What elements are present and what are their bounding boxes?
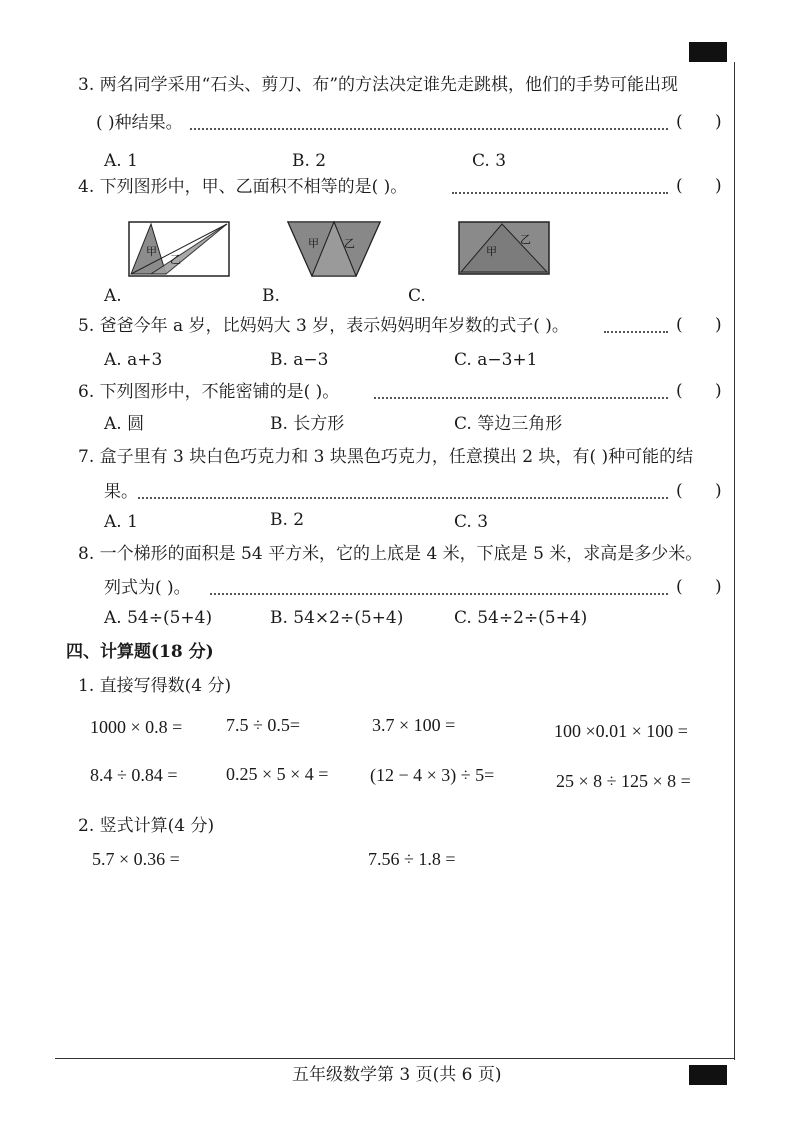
q6-dots [374,397,668,399]
q8-line1: 8. 一个梯形的面积是 54 平方米，它的上底是 4 米，下底是 5 米，求高是多少米。 [78,544,703,564]
corner-mark-bottom [689,1065,727,1085]
section4-title: 四、计算题(18 分) [66,642,214,662]
q4-line1: 4. 下列图形中，甲、乙面积不相等的是( )。 [78,177,408,197]
q5-dots [604,331,668,333]
calc-r1c1: 1000 × 0.8 = [90,717,183,737]
q4-b-label-jia: 甲 [308,237,319,250]
q3-answer-paren: ( ) [676,112,722,132]
q5-answer-paren: ( ) [676,315,722,335]
q7-answer-paren: ( ) [676,481,722,501]
footer-page-label: 五年级数学第 3 页(共 6 页) [292,1065,502,1085]
q7-option-a: A. 1 [104,512,138,532]
calc-r1c3: 3.7 × 100 = [372,715,456,735]
corner-mark-top [689,42,727,62]
q3-option-b: B. 2 [292,151,327,171]
q6-answer-paren: ( ) [676,381,722,401]
q6-option-c: C. 等边三角形 [454,414,563,434]
calc-r1c2: 7.5 ÷ 0.5= [226,715,301,735]
q4-figure-c [458,221,550,275]
q4-figure-a [128,221,230,277]
q7-line2: 果。 [104,482,138,502]
q8-answer-paren: ( ) [676,577,722,597]
q8-option-b: B. 54×2÷(5+4) [270,608,404,628]
q4-option-b: B. [262,286,280,306]
calc-r2c3: (12 − 4 × 3) ÷ 5= [370,765,495,785]
q4-a-label-yi: 乙 [170,253,181,266]
q8-dots [210,593,668,595]
q6-option-b: B. 长方形 [270,414,345,434]
bottom-border-line [55,1058,735,1059]
part1-title: 1. 直接写得数(4 分) [78,676,232,696]
q3-dots [190,128,668,130]
q7-line1: 7. 盒子里有 3 块白色巧克力和 3 块黑色巧克力，任意摸出 2 块，有( )种可能的结 [78,447,694,467]
q7-dots [138,497,668,499]
part2-title: 2. 竖式计算(4 分) [78,816,215,836]
q5-option-a: A. a+3 [104,350,163,370]
q4-dots [452,192,668,194]
q5-line1: 5. 爸爸今年 a 岁，比妈妈大 3 岁，表示妈妈明年岁数的式子( )。 [78,316,569,336]
q5-option-c: C. a−3+1 [454,350,538,370]
q4-option-a: A. [104,286,122,306]
q7-option-b: B. 2 [270,510,305,530]
q8-line2: 列式为( )。 [104,578,191,598]
q4-figure-b [286,219,382,279]
calc-r2c2: 0.25 × 5 × 4 = [226,764,329,784]
vertical-calc-1: 5.7 × 0.36 = [92,849,180,869]
calc-r2c1: 8.4 ÷ 0.84 = [90,765,178,785]
q3-option-a: A. 1 [104,151,138,171]
q3-option-c: C. 3 [472,151,507,171]
q6-option-a: A. 圆 [104,414,145,434]
q4-c-label-jia: 甲 [486,245,497,258]
q5-option-b: B. a−3 [270,350,329,370]
right-border-line [734,62,735,1060]
vertical-calc-2: 7.56 ÷ 1.8 = [368,849,456,869]
q4-c-label-yi: 乙 [520,233,531,246]
q3-line1: 3. 两名同学采用“石头、剪刀、布”的方法决定谁先走跳棋，他们的手势可能出现 [78,75,679,95]
calc-r2c4: 25 × 8 ÷ 125 × 8 = [556,771,691,791]
q4-option-c: C. [408,286,426,306]
q8-option-a: A. 54÷(5+4) [104,608,213,628]
q4-a-label-jia: 甲 [146,245,157,258]
q4-b-label-yi: 乙 [344,237,355,250]
q3-line2: ( )种结果。 [96,113,183,133]
q7-option-c: C. 3 [454,512,489,532]
q8-option-c: C. 54÷2÷(5+4) [454,608,588,628]
calc-r1c4: 100 ×0.01 × 100 = [554,721,688,741]
q6-line1: 6. 下列图形中，不能密铺的是( )。 [78,382,340,402]
q4-answer-paren: ( ) [676,176,722,196]
